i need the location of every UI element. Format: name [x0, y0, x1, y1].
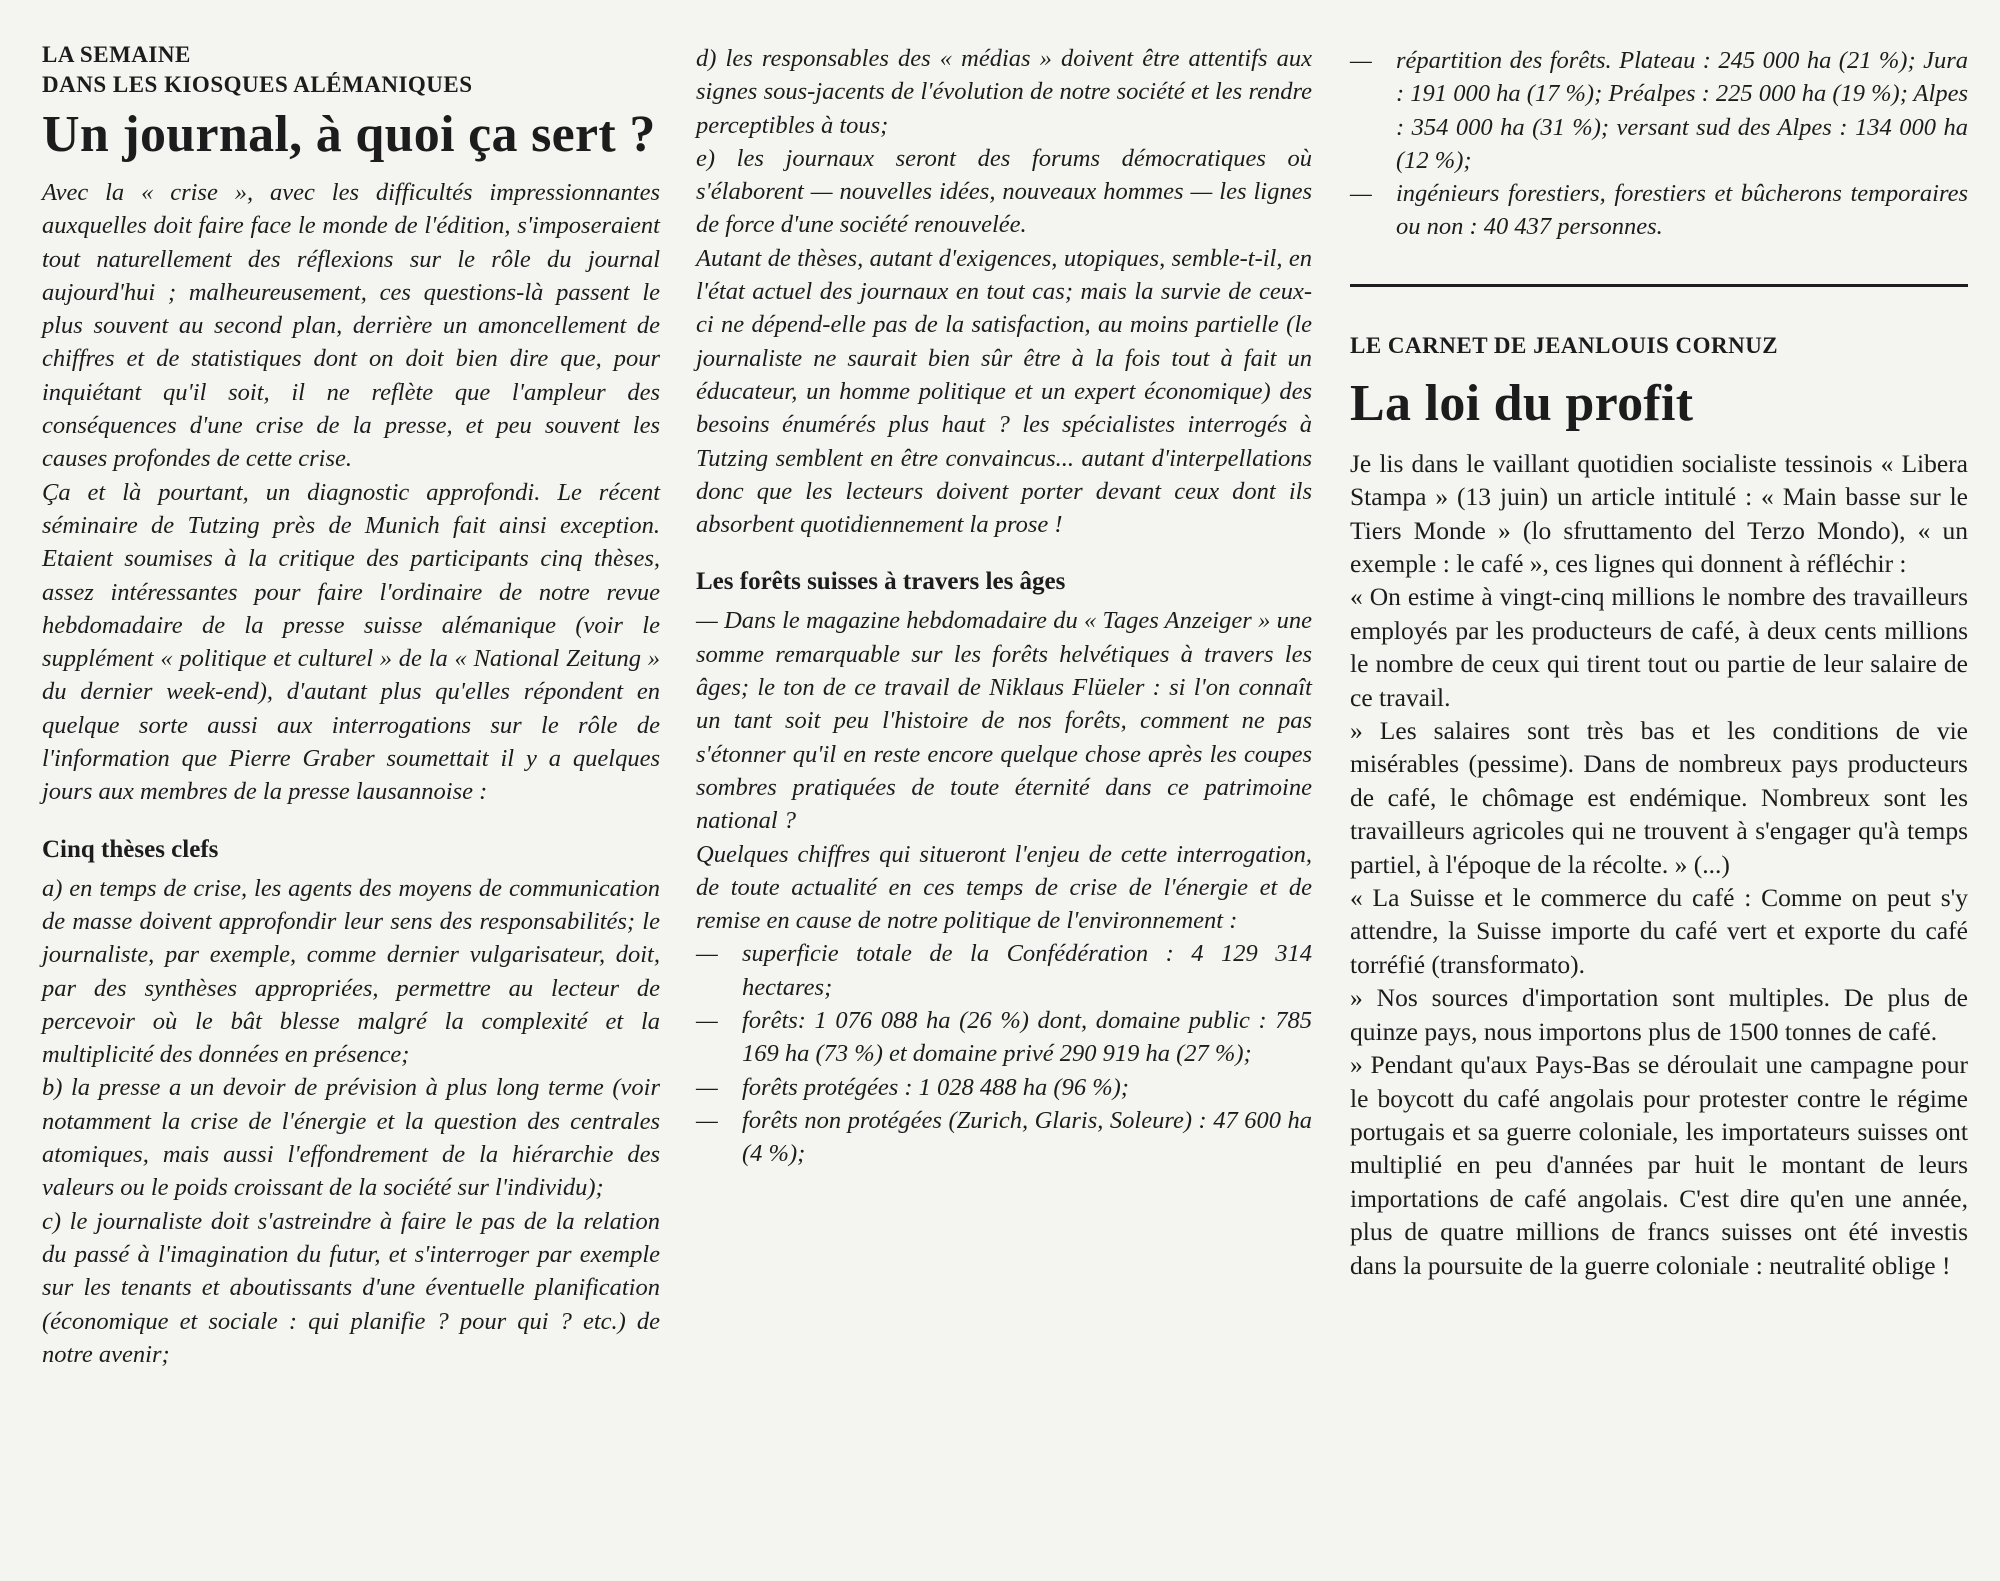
forest-figures-intro: Quelques chiffres qui situeront l'enjeu de cette interrogation, de toute actualité en ces temps de crise de l'énergie et de remise en cause de notre politique de l'environnement :	[696, 840, 1312, 935]
forest-item	[696, 937, 1312, 1004]
forest-item	[696, 1004, 1312, 1071]
article-title: Un journal, à quoi ça sert ?	[42, 106, 656, 163]
forest-item	[1350, 177, 1968, 244]
forest-item-text: forêts non protégées (Zurich, Glaris, Soleure) : 47 600 ha (4 %);	[742, 1106, 1312, 1168]
forest-item-text: répartition des forêts. Plateau : 245 000 ha (21 %); Jura : 191 000 ha (17 %); Préalpes : 225 000 ha (19 %); Alpes : 354 000 ha (31 %); versant sud des Alpes : 134 000 ha (12 %);	[1396, 47, 1968, 174]
forest-item-text: ingénieurs forestiers, forestiers et bûcherons temporaires ou non : 40 437 personnes.	[1396, 180, 1968, 241]
column-paragraph: » Pendant qu'aux Pays-Bas se déroulait une campagne pour le boycott du café angolais pour protester contre le régime portugais et sa guerre coloniale, les importateurs suisses ont multiplié en peu d'années par huit le montant de leurs importations de café angolais. C'est dire qu'en une année, plus de quatre millions de francs suisses ont été investis dans la poursuite de la guerre coloniale : neutralité oblige !	[1350, 1050, 1968, 1280]
forest-item-text: forêts: 1 076 088 ha (26 %) dont, domaine public : 785 169 ha (73 %) et domaine privé 290 919 ha (27 %);	[742, 1007, 1312, 1068]
column-1	[42, 40, 660, 1371]
column-paragraph: « La Suisse et le commerce du café : Comme on peut s'y attendre, la Suisse importe du café vert et exporte du café torréfié (transformato).	[1350, 883, 1968, 979]
column-2	[696, 40, 1312, 1171]
column-paragraph: » Les salaires sont très bas et les conditions de vie misérables (pessime). Dans de nombreux pays producteurs de café, le chômage est endémique. Nombreux sont les travailleurs agricoles qui ne trouvent à s'engager qu'à temps partiel, à l'époque de la récolte. » (...)	[1350, 716, 1968, 879]
section-kicker-line2: DANS LES KIOSQUES ALÉMANIQUES	[42, 72, 473, 97]
article-conclusion: Autant de thèses, autant d'exigences, utopiques, semble-t-il, en l'état actuel des journaux en tout cas; mais la survie de ceux-ci ne dépend-elle pas de la satisfaction, au moins partielle (le journaliste ne saurait bien sûr être à la fois tout à fait un éducateur, un homme politique et un expert économique) des besoins énumérés plus haut ? les spécialistes interrogés à Tutzing semblent en être convaincus... autant d'interpellations donc que les lecteurs doivent porter devant ceux dont ils absorbent quotidiennement la prose !	[696, 244, 1312, 539]
dash-marker: —	[1350, 180, 1372, 208]
dash-marker: —	[696, 1073, 718, 1101]
column-paragraph: « On estime à vingt-cinq millions le nombre des travailleurs employés par les producteurs de café, à deux cents millions le nombre de ceux qui tirent tout ou partie de leur salaire de ce travail.	[1350, 582, 1968, 712]
forest-item-text: forêts protégées : 1 028 488 ha (96 %);	[742, 1073, 1129, 1101]
thesis-a: a) en temps de crise, les agents des moyens de communication de masse doivent approfondir leur sens des responsabilités; le journaliste, par exemple, comme dernier vulgarisateur, doit, par des synthèses appropriées, permettre au lecteur de percevoir où le bât blesse malgré la complexité et la multiplicité des données en présence;	[42, 874, 660, 1069]
thesis-d: d) les responsables des « médias » doivent être attentifs aux signes sous-jacents de l'évolution de notre société et les rendre perceptibles à tous;	[696, 45, 1312, 139]
section-divider	[1350, 284, 1968, 287]
section-kicker-line1: LA SEMAINE	[42, 42, 191, 67]
column-3	[1350, 44, 1968, 1282]
column-paragraph: Je lis dans le vaillant quotidien socialiste tessinois « Libera Stampa » (13 juin) un article intitulé : « Main basse sur le Tiers Monde » (lo sfruttamento del Terzo Mondo), « un exemple : le café », ces lignes qui donnent à réfléchir :	[1350, 448, 1968, 578]
subheading-forests: Les forêts suisses à travers les âges	[696, 568, 1066, 596]
thesis-e: e) les journaux seront des forums démocratiques où s'élaborent — nouvelles idées, nouveaux hommes — les lignes de force d'une société renouvelée.	[696, 144, 1312, 239]
subheading-theses: Cinq thèses clefs	[42, 835, 219, 863]
forest-item	[1350, 44, 1968, 177]
dash-marker: —	[696, 940, 718, 968]
dash-marker: —	[1350, 47, 1372, 74]
forest-intro: — Dans le magazine hebdomadaire du « Tages Anzeiger » une somme remarquable sur les forêts helvétiques à travers les âges; le ton de ce travail de Niklaus Flüeler : si l'on connaît un tant soit peu l'histoire de nos forêts, comment ne pas s'étonner qu'il en reste encore quelque chose après les coupes sombres pratiquées de toute éternité dans ce patrimoine national ?	[696, 607, 1312, 835]
dash-marker: —	[696, 1106, 718, 1134]
dash-marker: —	[696, 1007, 718, 1035]
column-paragraph: » Nos sources d'importation sont multiples. De plus de quinze pays, nous importons plus de 1500 tonnes de café.	[1350, 983, 1968, 1046]
column-kicker: LE CARNET DE JEANLOUIS CORNUZ	[1350, 332, 1779, 358]
article-paragraph: Ça et là pourtant, un diagnostic approfondi. Le récent séminaire de Tutzing près de Munich fait ainsi exception. Etaient soumises à la critique des participants cinq thèses, assez intéressantes pour faire l'ordinaire de notre revue hebdomadaire de la presse suisse alémanique (voir le supplément « politique et culturel » de la « National Zeitung » du dernier week-end), d'autant plus qu'elles répondent en quelque sorte aussi aux interrogations sur le rôle de l'information que Pierre Graber soumettait il y a quelques jours aux membres de la presse lausannoise :	[42, 478, 660, 806]
forest-item	[696, 1104, 1312, 1171]
thesis-c: c) le journaliste doit s'astreindre à faire le pas de la relation du passé à l'imagination du futur, et s'interroger par exemple sur les tenants et aboutissants d'une éventuelle planification (économique et sociale : qui planifie ? pour qui ? etc.) de notre avenir;	[42, 1207, 660, 1368]
forest-item-text: superficie totale de la Confédération : 4 129 314 hectares;	[742, 940, 1312, 1001]
forest-item	[696, 1071, 1312, 1104]
thesis-b: b) la presse a un devoir de prévision à plus long terme (voir notamment la crise de l'énergie et la question des centrales atomiques, mais aussi l'effondrement de la hiérarchie des valeurs ou le poids croissant de la société sur l'individu);	[42, 1074, 660, 1202]
column-title: La loi du profit	[1350, 374, 1694, 432]
article-intro: Avec la « crise », avec les difficultés impressionnantes auxquelles doit faire face le monde de l'édition, s'imposeraient tout naturellement des réflexions sur le rôle du journal aujourd'hui ; malheureusement, ces questions-là passent le plus souvent au second plan, derrière un amoncellement de chiffres et de statistiques dont on doit bien dire que, pour inquiétant qu'il soit, il ne reflète que l'ampleur des conséquences d'une crise de la presse, et peu souvent les causes profondes de cette crise.	[42, 179, 660, 473]
